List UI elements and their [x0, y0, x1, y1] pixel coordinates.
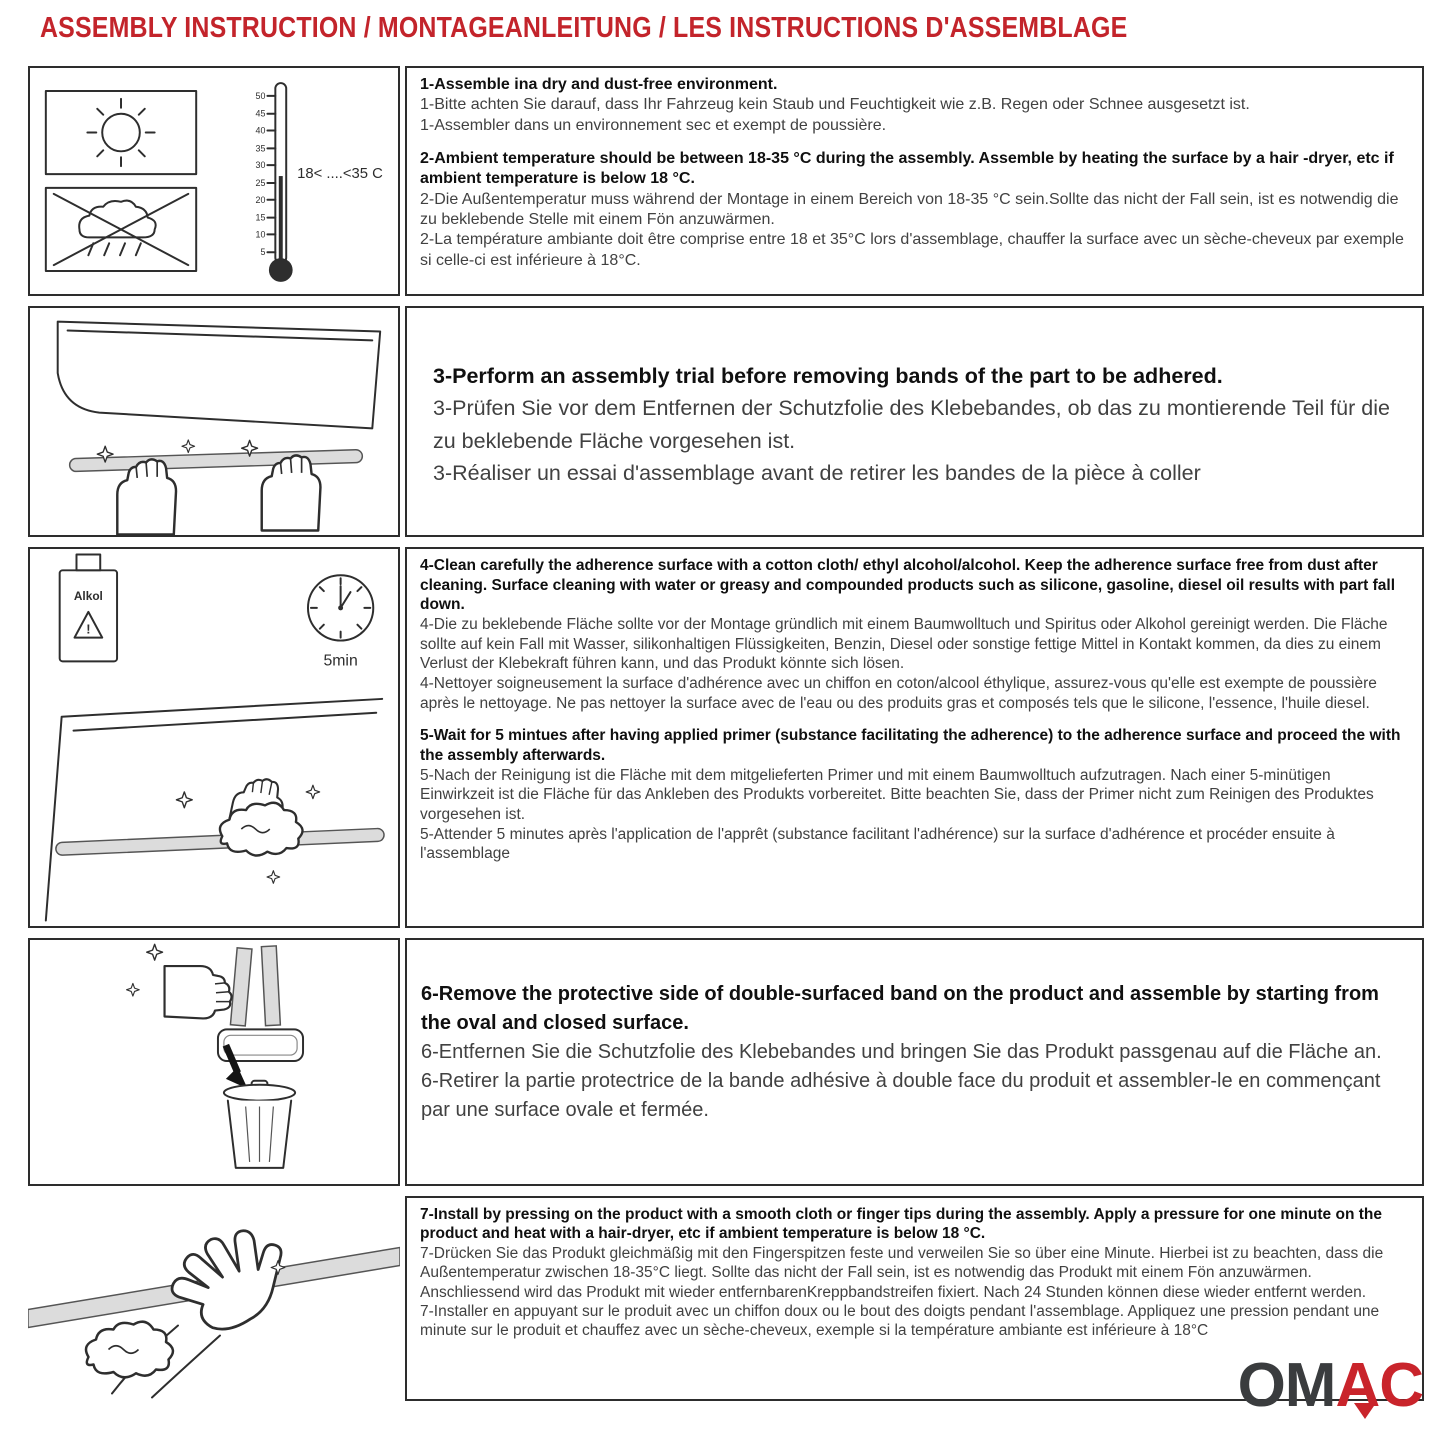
instruction-text-de: 7-Drücken Sie das Produkt gleichmäßig mit den Fingerspitzen feste und verweilen Sie so über eine Minute. Hierbei ist zu beachten, dass die Außentemperatur zwischen 18-35°C liegt. Sollte das nicht der Fall sein, ist es notwendig das Produkt mit einem Fön anzuwärmen. Anschliessend wird das Produkt mit wieder entfernbarenKreppbandstreifen fixiert. Nach 24 Stunden können diese wieder entfernt werden.	[420, 1244, 1384, 1301]
thermometer-scale-value: 40	[255, 125, 266, 136]
instruction-text-fr: 4-Nettoyer soigneusement la surface d'adhérence avec un chiffon en coton/alcool éthylique, assurez-vous qu'elle est exempte de poussière après le nettoyage. Ne pas nettoyer la surface avec de l'eau ou des produits gras et composés tels que le silicone, l'essence, l'huile diesel.	[420, 675, 1377, 712]
clock-icon	[308, 575, 373, 669]
instruction-row-press	[28, 1196, 1424, 1401]
illustration-assembly-trial	[28, 306, 400, 537]
cleaning-illustration	[30, 549, 398, 926]
omac-logo	[1237, 1351, 1423, 1420]
section-environment-text	[405, 66, 1424, 296]
instruction-text-fr: 2-La température ambiante doit être comprise entre 18 et 35°C lors d'assemblage, chauffer la surface avec un sèche-cheveux par exemple si celle-ci est inférieure à 18°C.	[420, 231, 1404, 269]
section-remove-band-text	[405, 938, 1424, 1186]
instruction-row-trial	[28, 306, 1424, 537]
instruction-text-fr: 3-Réaliser un essai d'assemblage avant de retirer les bandes de la pièce à coller	[433, 460, 1201, 485]
sparkle-icon	[306, 785, 319, 798]
thermometer-scale-value: 35	[255, 143, 266, 154]
instruction-text-en: 6-Remove the protective side of double-surfaced band on the product and assemble by starting from the oval and closed surface.	[421, 983, 1379, 1034]
cloth-icon	[86, 1322, 173, 1378]
instruction-text-fr: 7-Installer en appuyant sur le produit avec un chiffon doux ou le bout des doigts pendant l'assemblage. Appliquez une pression pendant une minute sur le produit et chauffez avec un sèche-cheveux, exemple si la température ambiante est inférieure à 18°C	[420, 1302, 1380, 1340]
warning-symbol: !	[86, 621, 91, 637]
instruction-row-environment	[28, 66, 1424, 296]
instruction-text-de: 3-Prüfen Sie vor dem Entfernen der Schutzfolie des Klebebandes, ob das zu montierende Teil für die zu beklebende Fläche vorgesehen ist.	[433, 396, 1390, 453]
instruction-text-en: 4-Clean carefully the adherence surface with a cotton cloth/ ethyl alcohol/alcohol. Keep the adherence surface free from dust after cleaning. Surface cleaning with water or greasy and compounded products such as silicone, gasoline, diesel oil results with part fall down.	[420, 557, 1396, 614]
logo-triangle-icon	[1354, 1403, 1376, 1419]
instruction-row-cleaning	[28, 547, 1424, 928]
assembly-trial-illustration	[30, 308, 398, 535]
temperature-range-label: 18< ....<35 C	[297, 166, 383, 183]
thermometer-scale-value: 50	[255, 90, 266, 101]
instruction-text-en: 5-Wait for 5 mintues after having applied primer (substance facilitating the adherence) to the adherence surface and proceed the with the assembly afterwards.	[420, 727, 1401, 765]
alcohol-bottle-icon	[60, 554, 117, 661]
clock-duration-label: 5min	[323, 652, 358, 670]
thermometer-scale-value: 20	[255, 194, 266, 205]
instruction-text-de: 6-Entfernen Sie die Schutzfolie des Klebebandes und bringen Sie das Produkt passgenau auf die Fläche an.	[421, 1041, 1382, 1063]
thermometer-scale-value: 5	[260, 247, 266, 258]
thermometer-scale-value: 45	[255, 108, 266, 119]
instruction-text-en: 7-Install by pressing on the product with a smooth cloth or finger tips during the assembly. Apply a pressure for one minute on the product and heat with a hair-dryer, etc if ambient temperature is below 18 °C.	[420, 1206, 1382, 1243]
environment-temperature-illustration	[30, 68, 398, 294]
illustration-press-install	[28, 1196, 400, 1401]
logo-text-ac: AC	[1335, 1351, 1423, 1420]
panel-drawing	[46, 699, 384, 921]
bottle-label: Alkol	[73, 588, 103, 603]
sun-icon	[46, 91, 196, 174]
instruction-text-en: 2-Ambient temperature should be between 18-35 °C during the assembly. Assemble by heating the surface by a hair -dryer, etc if ambient temperature is below 18 °C.	[420, 149, 1394, 188]
hand-icon	[262, 455, 321, 530]
thermometer-scale-value: 15	[255, 212, 266, 223]
page-title: ASSEMBLY INSTRUCTION / MONTAGEANLEITUNG / LES INSTRUCTIONS D'ASSEMBLAGE	[40, 12, 1128, 44]
instruction-text-en: 3-Perform an assembly trial before removing bands of the part to be adhered.	[433, 364, 1223, 388]
car-window-drawing	[58, 322, 380, 429]
section-trial-text	[405, 306, 1424, 537]
illustration-remove-band	[28, 938, 400, 1186]
illustration-cleaning	[28, 547, 400, 928]
sparkle-icon	[176, 792, 192, 808]
no-rain-icon	[46, 188, 196, 271]
instruction-text-en: 1-Assemble ina dry and dust-free environment.	[420, 76, 778, 93]
remove-band-illustration	[30, 940, 398, 1184]
instruction-text-fr: 5-Attender 5 minutes après l'application de l'apprêt (substance facilitant l'adhérence) sur la surface d'adhérence et procéder ensuite à l'assemblage	[420, 825, 1335, 863]
hand-icon	[117, 459, 176, 534]
press-install-illustration	[28, 1196, 400, 1401]
instruction-text-de: 1-Bitte achten Sie darauf, dass Ihr Fahrzeug kein Staub und Feuchtigkeit wie z.B. Regen oder Schnee ausgesetzt ist.	[420, 96, 1250, 114]
section-cleaning-text	[405, 547, 1424, 928]
thermometer-scale-value: 30	[255, 160, 266, 171]
sparkle-icon	[127, 983, 140, 996]
protective-band-strips	[230, 946, 280, 1026]
thermometer-scale-value: 10	[255, 229, 266, 240]
instruction-text-de: 2-Die Außentemperatur muss während der Montage in einem Bereich von 18-35 °C sein.Sollte das nicht der Fall sein, ist es notwendig die zu beklebende Stelle mit einem Fön anzuwärmen.	[420, 190, 1399, 228]
sparkle-icon	[267, 871, 280, 884]
trash-bin-icon	[224, 1081, 295, 1168]
instruction-row-remove-band	[28, 938, 1424, 1186]
instruction-text-de: 5-Nach der Reinigung ist die Fläche mit dem mitgelieferten Primer und mit einem Baumwolltuch aufzutragen. Nach einer 5-minütigen Einwirkzeit ist die Fläche für das Ankleben des Produkts vorbereitet. Bitte beachten Sie, dass der Primer nicht zum Reinigen des Produktes vorgesehen ist.	[420, 766, 1374, 824]
thermometer-scale-value: 25	[255, 177, 266, 188]
illustration-environment-temperature	[28, 66, 400, 296]
sparkle-icon	[147, 944, 163, 960]
hand-icon	[165, 966, 232, 1018]
instruction-text-de: 4-Die zu beklebende Fläche sollte vor der Montage gründlich mit einem Baumwolltuch und Spiritus oder Alkohol gereinigt werden. Die Fläche sollte auf kein Fall mit Wasser, silikonhaltigen Flüssigkeiten, Benzin, Diesel oder sonstige fettige Mittel in Kontakt kommen, da dies zu einem Verlust der Klebekraft führen kann, und das Produkt könnte sich lösen.	[420, 616, 1388, 673]
trim-strip	[69, 450, 362, 472]
thermometer-icon	[256, 83, 293, 282]
sparkle-icon	[182, 440, 195, 453]
instruction-text-fr: 6-Retirer la partie protectrice de la bande adhésive à double face du produit et assembler-le en commençant par une surface ovale et fermée.	[421, 1070, 1381, 1121]
instruction-text-fr: 1-Assembler dans un environnement sec et exempt de poussière.	[420, 116, 887, 134]
logo-text-om: OM	[1237, 1351, 1336, 1420]
